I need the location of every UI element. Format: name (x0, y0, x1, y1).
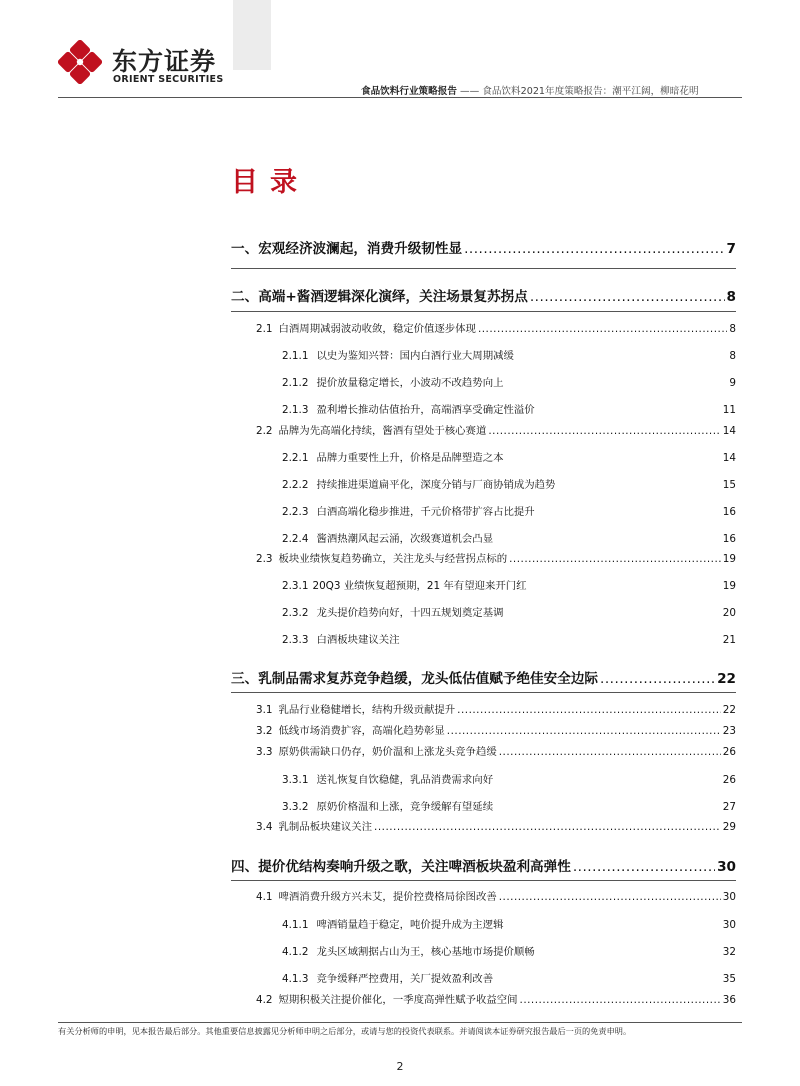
toc-page: 21 (722, 634, 736, 646)
toc-number: 4.1 (256, 891, 273, 903)
header-separator: —— (460, 86, 480, 97)
toc-entry-2-2[interactable] (256, 422, 736, 437)
toc-entry-3-2[interactable] (256, 722, 736, 737)
toc-entry-4[interactable] (231, 855, 736, 875)
toc-number: 2.2.4 (282, 533, 309, 545)
toc-entry-2-1[interactable] (256, 320, 736, 335)
toc-page: 11 (722, 404, 736, 416)
toc-page: 30 (722, 919, 736, 931)
toc-text: 原奶供需缺口仍存，奶价温和上涨龙头竞争趋缓 (278, 746, 497, 758)
toc-entry-2-1-3[interactable] (282, 401, 736, 416)
toc-number: 2.2.2 (282, 479, 309, 491)
toc-leader (447, 725, 721, 737)
toc-text: 白酒周期减弱波动收敛，稳定价值逐步体现 (278, 323, 476, 335)
toc-number: 二、 (231, 289, 259, 305)
header-grey-bar (233, 0, 271, 70)
toc-text: 酱酒热潮风起云涌，次级赛道机会凸显 (316, 533, 494, 545)
toc-text: 短期积极关注提价催化，一季度高弹性赋予收益空间 (278, 994, 518, 1006)
toc-page: 16 (722, 506, 736, 518)
toc-text: 啤酒消费升级方兴未艾，提价控费格局徐图改善 (278, 891, 497, 903)
toc-entry-3-3-2[interactable] (282, 798, 736, 813)
toc-text: 高端+酱酒逻辑深化演绎，关注场景复苏拐点 (258, 289, 528, 305)
toc-number: 2.3.3 (282, 634, 309, 646)
toc-text: 以史为鉴知兴替：国内白酒行业大周期减缓 (316, 350, 514, 362)
toc-page: 15 (722, 479, 736, 491)
toc-page: 19 (722, 580, 736, 592)
toc-text: 盈利增长推动估值抬升，高端酒享受确定性溢价 (316, 404, 535, 416)
toc-number: 3.2 (256, 725, 273, 737)
toc-text: 龙头区域割据占山为王，核心基地市场提价顺畅 (316, 946, 535, 958)
toc-number: 3.3.1 (282, 774, 309, 786)
toc-number: 4.1.2 (282, 946, 309, 958)
toc-text: 低线市场消费扩容，高端化趋势彰显 (278, 725, 445, 737)
toc-number: 2.1.2 (282, 377, 309, 389)
toc-number: 4.1.3 (282, 973, 309, 985)
toc-text: 白酒板块建议关注 (316, 634, 400, 646)
toc-page: 16 (722, 533, 736, 545)
toc-page: 22 (717, 671, 736, 687)
toc-page: 20 (722, 607, 736, 619)
toc-entry-2-3-3[interactable] (282, 631, 736, 646)
toc-page: 22 (722, 704, 736, 716)
toc-entry-4-1-1[interactable] (282, 916, 736, 931)
toc-number: 3.3.2 (282, 801, 309, 813)
toc-number: 三、 (231, 671, 259, 687)
report-header (361, 83, 699, 97)
toc-entry-3-1[interactable] (256, 701, 736, 716)
toc-leader (499, 891, 721, 903)
toc-entry-4-1-2[interactable] (282, 943, 736, 958)
toc-number: 2.3.2 (282, 607, 309, 619)
toc-entry-2-3[interactable] (256, 550, 736, 565)
toc-number: 2.3.1 (282, 580, 309, 592)
toc-number: 2.3 (256, 553, 273, 565)
toc-leader (573, 859, 715, 875)
toc-leader (457, 704, 721, 716)
toc-text: 龙头提价趋势向好，十四五规划奠定基调 (316, 607, 504, 619)
toc-entry-2-1-1[interactable] (282, 347, 736, 362)
toc-number: 2.2 (256, 425, 273, 437)
toc-page: 26 (722, 774, 736, 786)
toc-entry-2[interactable] (231, 285, 736, 305)
toc-text: 乳品行业稳健增长，结构升级贡献提升 (278, 704, 456, 716)
toc-text: 送礼恢复自饮稳健，乳品消费需求向好 (316, 774, 494, 786)
toc-number: 3.1 (256, 704, 273, 716)
toc-number: 3.4 (256, 821, 273, 833)
toc-number: 2.2.3 (282, 506, 309, 518)
footer-divider (58, 1022, 742, 1023)
toc-number: 2.1.1 (282, 350, 309, 362)
toc-page: 30 (717, 859, 736, 875)
toc-page: 14 (722, 425, 736, 437)
toc-entry-4-1[interactable] (256, 888, 736, 903)
toc-number: 3.3 (256, 746, 273, 758)
toc-leader (520, 994, 721, 1006)
toc-number: 一、 (231, 241, 259, 257)
toc-page: 8 (726, 289, 736, 305)
toc-page: 26 (722, 746, 736, 758)
toc-text: 品牌为先高端化持续，酱酒有望处于核心赛道 (278, 425, 487, 437)
toc-leader (499, 746, 721, 758)
toc-page: 8 (729, 323, 736, 335)
toc-entry-4-2[interactable] (256, 991, 736, 1006)
section-divider (231, 268, 736, 269)
toc-page: 29 (722, 821, 736, 833)
toc-page: 8 (729, 350, 736, 362)
toc-text: 乳制品板块建议关注 (278, 821, 373, 833)
toc-entry-2-3-1[interactable] (282, 577, 736, 592)
toc-page: 36 (722, 994, 736, 1006)
toc-leader (488, 425, 720, 437)
toc-text: 宏观经济波澜起，消费升级韧性显 (258, 241, 463, 257)
toc-page: 19 (722, 553, 736, 565)
toc-entry-3-3-1[interactable] (282, 771, 736, 786)
toc-text: 啤酒销量趋于稳定，吨价提升成为主逻辑 (316, 919, 504, 931)
toc-text: 提价优结构奏响升级之歌，关注啤酒板块盈利高弹性 (258, 859, 571, 875)
section-divider (231, 880, 736, 881)
brand-name-cn: 东方证券 (112, 47, 217, 76)
report-title: 食品饮料2021年度策略报告：潮平江阔，柳暗花明 (482, 86, 699, 97)
toc-title: 目录 (231, 167, 309, 198)
toc-page: 32 (722, 946, 736, 958)
brand-name-en: ORIENT SECURITIES (113, 74, 224, 85)
toc-text: 提价放量稳定增长，小波动不改趋势向上 (316, 377, 504, 389)
section-divider (231, 692, 736, 693)
toc-entry-2-2-4[interactable] (282, 530, 736, 545)
header-divider (58, 97, 742, 98)
toc-entry-3-4[interactable] (256, 818, 736, 833)
toc-entry-2-1-2[interactable] (282, 374, 736, 389)
toc-leader (478, 323, 727, 335)
toc-page: 27 (722, 801, 736, 813)
toc-text: 原奶价格温和上涨，竞争缓解有望延续 (316, 801, 494, 813)
report-category: 食品饮料行业策略报告 (361, 86, 457, 97)
toc-leader (600, 671, 715, 687)
toc-text: 乳制品需求复苏竞争趋缓，龙头低估值赋予绝佳安全边际 (258, 671, 599, 687)
toc-leader (374, 821, 721, 833)
toc-number: 2.2.1 (282, 452, 309, 464)
toc-text: 竞争缓释严控费用，关厂提效盈利改善 (316, 973, 494, 985)
toc-entry-4-1-3[interactable] (282, 970, 736, 985)
toc-page: 9 (729, 377, 736, 389)
orient-securities-logo-icon (58, 40, 102, 84)
toc-leader (464, 241, 724, 257)
toc-number: 2.1.3 (282, 404, 309, 416)
toc-entry-2-2-2[interactable] (282, 476, 736, 491)
toc-number: 4.2 (256, 994, 273, 1006)
toc-entry-3-3[interactable] (256, 743, 736, 758)
toc-entry-1[interactable] (231, 237, 736, 257)
toc-text: 板块业绩恢复趋势确立，关注龙头与经营拐点标的 (278, 553, 508, 565)
toc-number: 4.1.1 (282, 919, 309, 931)
section-divider (231, 311, 736, 312)
footer-disclaimer: 有关分析师的申明，见本报告最后部分。其他重要信息披露见分析师申明之后部分，或请与您的投资代表联系。并请阅读本证券研究报告最后一页的免责申明。 (58, 1026, 632, 1036)
toc-number: 四、 (231, 859, 259, 875)
toc-leader (530, 289, 725, 305)
toc-entry-2-2-1[interactable] (282, 449, 736, 464)
toc-text: 20Q3 业绩恢复超预期，21 年有望迎来开门红 (312, 580, 527, 592)
toc-leader (509, 553, 721, 565)
toc-page: 23 (722, 725, 736, 737)
toc-entry-2-2-3[interactable] (282, 503, 736, 518)
toc-number: 2.1 (256, 323, 273, 335)
toc-entry-3[interactable] (231, 667, 736, 687)
toc-page: 35 (722, 973, 736, 985)
toc-text: 品牌力重要性上升，价格是品牌塑造之本 (316, 452, 504, 464)
toc-page: 30 (722, 891, 736, 903)
toc-page: 14 (722, 452, 736, 464)
toc-page: 7 (726, 241, 736, 257)
toc-text: 白酒高端化稳步推进，千元价格带扩容占比提升 (316, 506, 535, 518)
page-number: 2 (396, 1060, 404, 1073)
toc-entry-2-3-2[interactable] (282, 604, 736, 619)
toc-text: 持续推进渠道扁平化，深度分销与厂商协销成为趋势 (316, 479, 556, 491)
